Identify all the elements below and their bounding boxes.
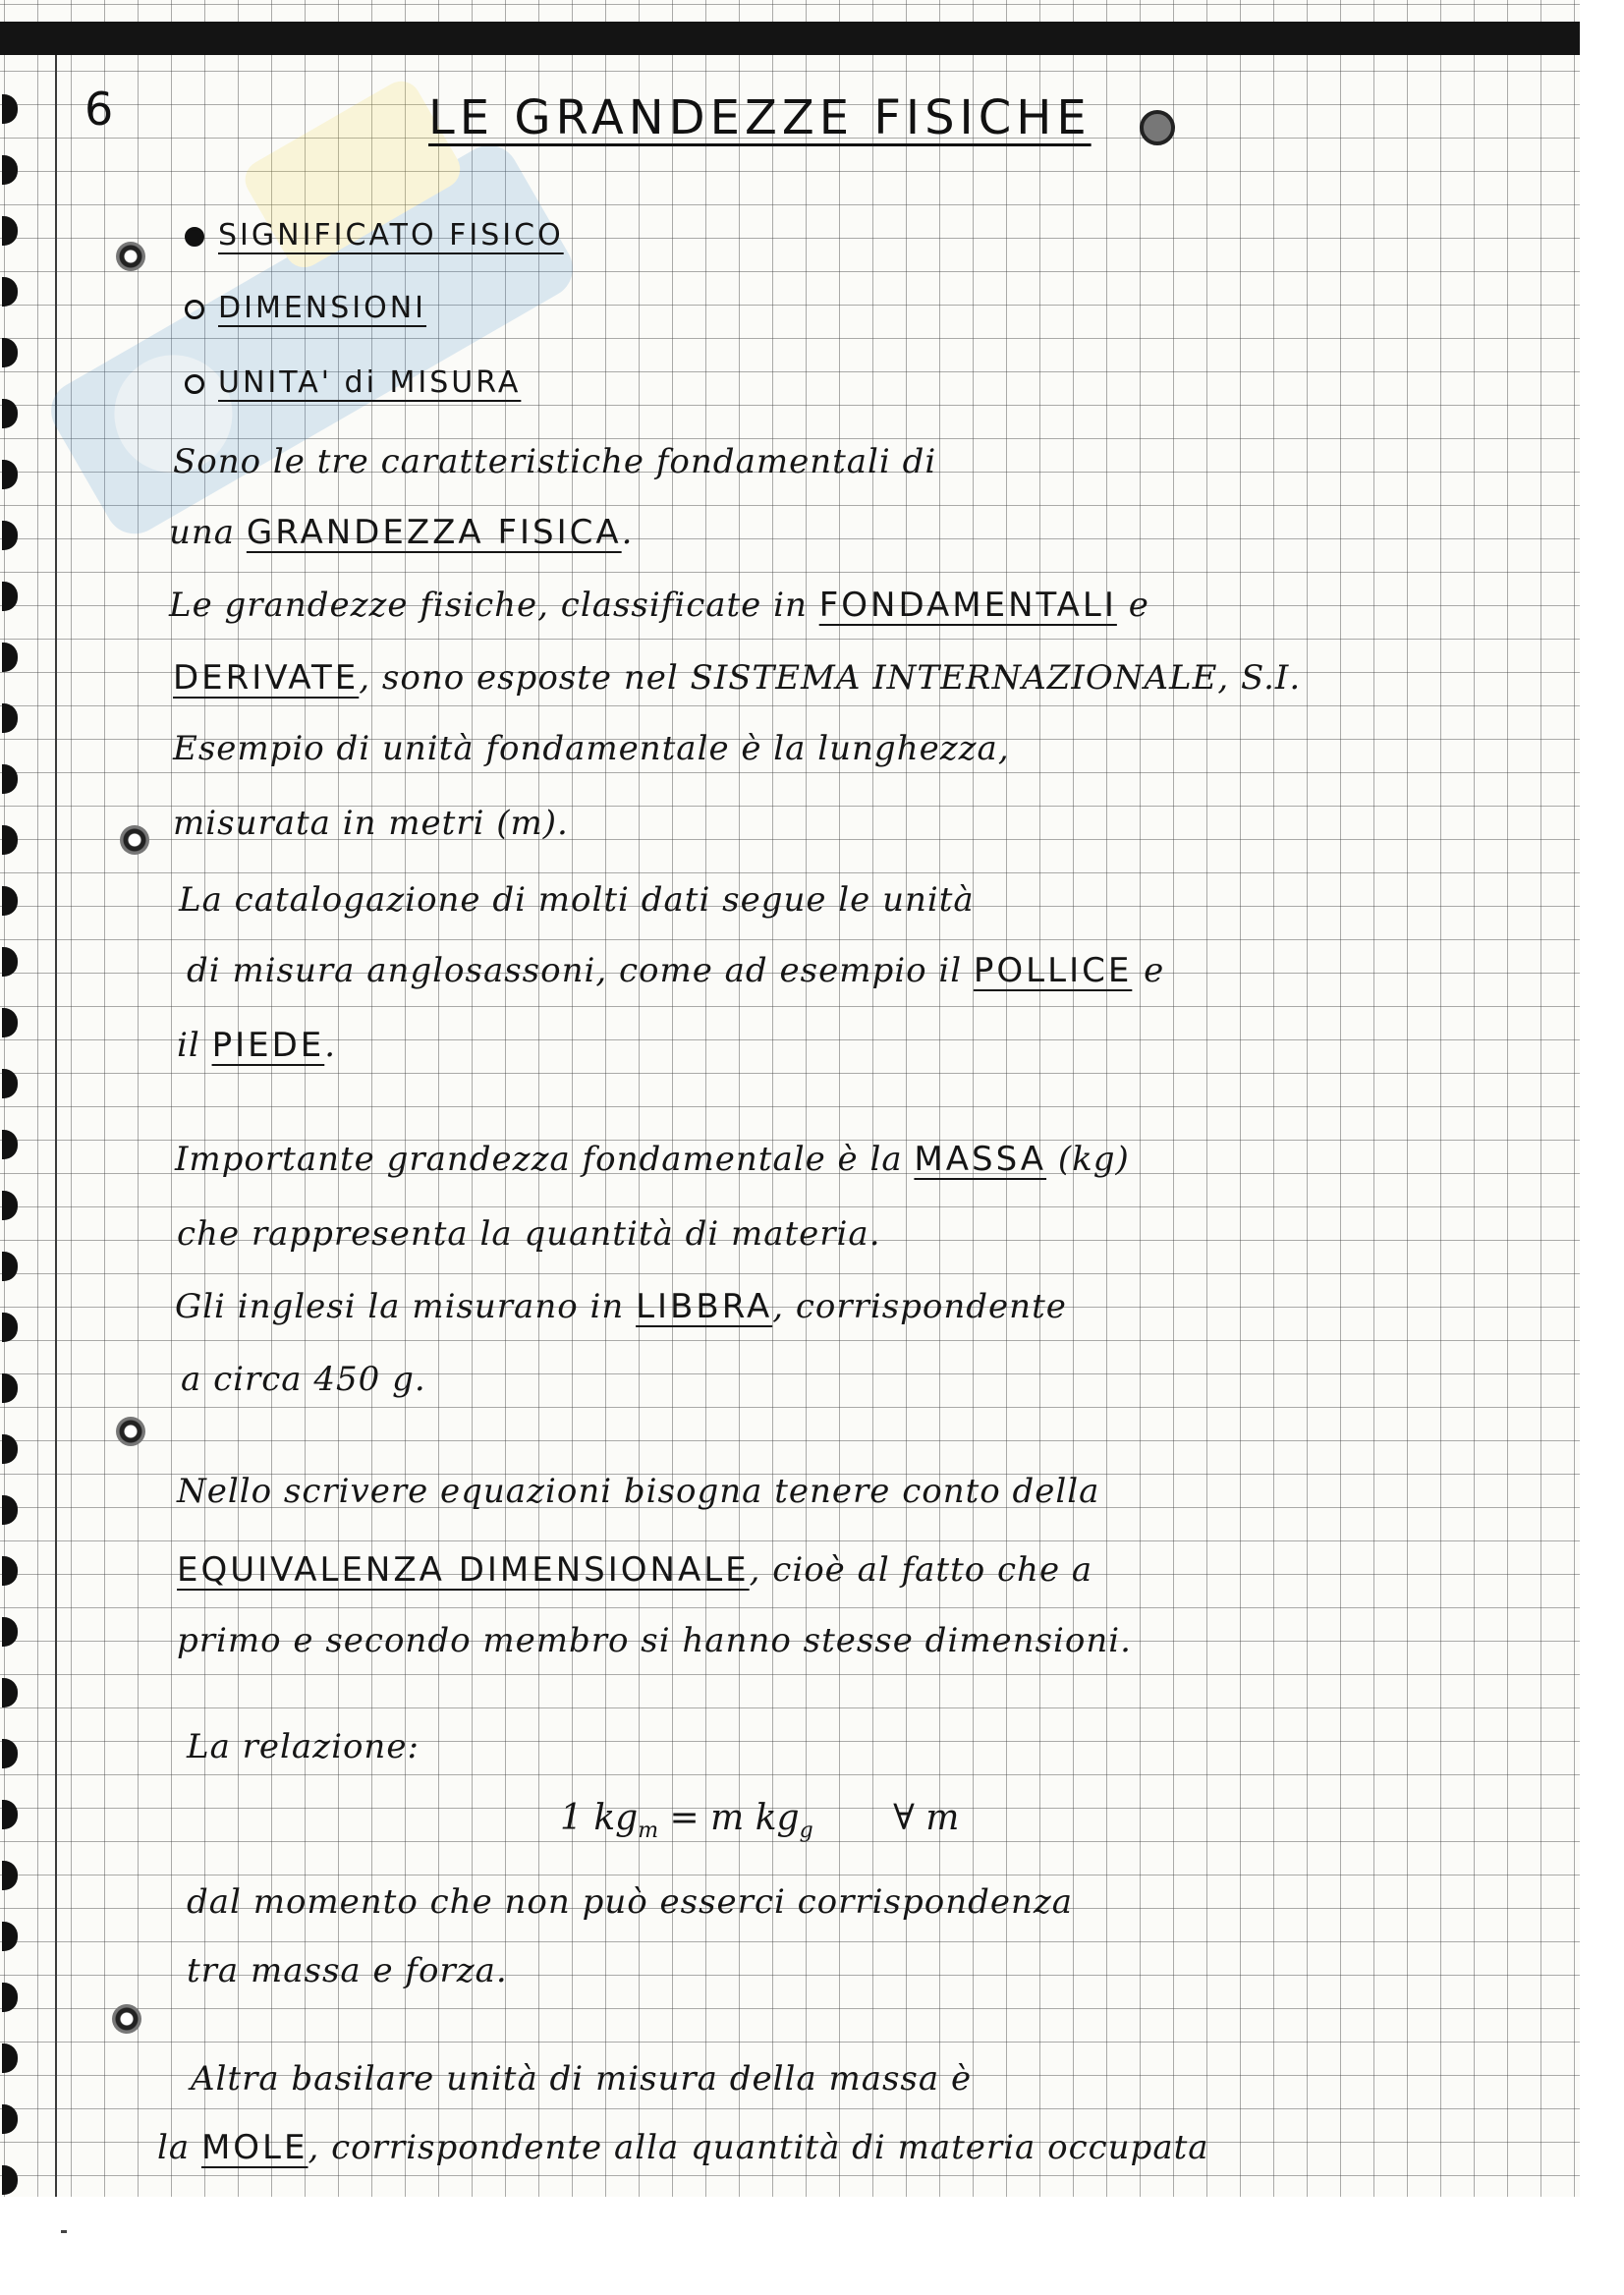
binding-hole-icon [2,1434,18,1464]
text-line: Sono le tre caratteristiche fondamentali di [173,442,937,481]
binding-hole-icon [2,1983,18,2012]
binding-hole-icon [2,2043,18,2073]
emphasis-term: MASSA [914,1140,1047,1179]
text-line: il PIEDE. [177,1026,337,1065]
binding-hole-icon [2,94,18,124]
binding-hole-icon [2,1922,18,1951]
emphasis-term: LIBBRA [636,1287,773,1326]
binding-hole-icon [2,703,18,733]
text-line: di misura anglosassoni, come ad esempio il POLLICE e [187,951,1165,990]
binding-hole-icon [2,2165,18,2195]
binding-hole-icon [2,1800,18,1829]
binding-hole-icon [2,886,18,916]
binding-hole-icon [2,1739,18,1768]
text-line: che rappresenta la quantità di materia. [177,1214,881,1254]
page-number: 6 [84,83,114,136]
binding-hole-icon [2,1678,18,1707]
bullet-dot-icon [185,300,204,319]
emphasis-term: EQUIVALENZA DIMENSIONALE [177,1550,750,1590]
text-line: EQUIVALENZA DIMENSIONALE, cioè al fatto che a [177,1550,1093,1590]
binding-hole-icon [2,582,18,611]
text-line: misurata in metri (m). [173,804,569,843]
binding-hole-icon [2,1008,18,1037]
emphasis-term: FONDAMENTALI [818,586,1117,625]
formula: 1 $kg_m = m$ $kg_g$ ∀ m [560,1798,960,1844]
text-line: la MOLE, corrispondente alla quantità di materia occupata [157,2128,1209,2167]
binding-hole-icon [2,460,18,489]
page-title: LE GRANDEZZE FISICHE [428,90,1092,145]
emphasis-term: PIEDE [211,1026,325,1065]
text-line: tra massa e forza. [187,1951,508,1990]
binding-hole-icon [2,521,18,550]
bullet-dot-icon [185,374,204,394]
binding-hole-icon [2,1617,18,1647]
binding-hole-icon [2,1556,18,1586]
text-line: La catalogazione di molti dati segue le unità [179,880,975,920]
binding-hole-icon [2,947,18,977]
bullet-item: SIGNIFICATO FISICO [185,218,564,252]
bullet-item: DIMENSIONI [185,291,426,325]
emphasis-term: POLLICE [973,951,1133,990]
text-line: Le grandezze fisiche, classificate in FONDAMENTALI e [169,586,1149,625]
scan-top-edge [0,22,1580,55]
binding-hole-icon [2,1069,18,1098]
text-line: DERIVATE, sono esposte nel SISTEMA INTERNAZIONALE, S.I. [173,658,1302,698]
binding-hole-icon [2,399,18,428]
text-line: Gli inglesi la misurano in LIBBRA, corrispondente [175,1287,1067,1326]
text-line: Altra basilare unità di misura della massa è [191,2059,973,2099]
binding-hole-icon [2,764,18,794]
punch-mark-icon [116,1417,145,1446]
binding-hole-icon [2,1313,18,1342]
emphasis-term: DERIVATE [173,658,360,698]
bullet-item: UNITA' di MISURA [185,365,521,400]
binding-hole-icon [2,825,18,855]
text-line: dal momento che non può esserci corrispondenza [187,1882,1074,1922]
binding-hole-icon [2,1191,18,1220]
binding-hole-icon [2,216,18,246]
punch-mark-icon [112,2004,141,2034]
punch-mark-icon [120,825,149,855]
text-line: Importante grandezza fondamentale è la MASSA (kg) [175,1140,1130,1179]
text-line: una GRANDEZZA FISICA. [169,513,634,552]
emphasis-term: MOLE [200,2128,308,2167]
binding-hole-icon [2,155,18,185]
text-line: a circa 450 g. [181,1360,426,1399]
binding-hole-icon [2,643,18,672]
text-line: Nello scrivere equazioni bisogna tenere conto della [177,1472,1100,1511]
text-line: La relazione: [187,1727,420,1766]
text-line: primo e secondo membro si hanno stesse dimensioni. [177,1621,1132,1660]
binding-hole-icon [2,1495,18,1525]
text-line: Esempio di unità fondamentale è la lunghezza, [173,729,1010,768]
binding-hole-icon [2,1861,18,1890]
binding-hole-icon [2,1130,18,1159]
bullet-dot-icon [185,227,204,247]
punch-mark-icon [116,242,145,271]
punch-mark-icon [1140,110,1175,145]
binding-hole-icon [2,1252,18,1281]
scan-speck [61,2230,67,2233]
binding-hole-icon [2,1373,18,1403]
emphasis-term: GRANDEZZA FISICA [246,513,622,552]
binding-hole-icon [2,2104,18,2134]
